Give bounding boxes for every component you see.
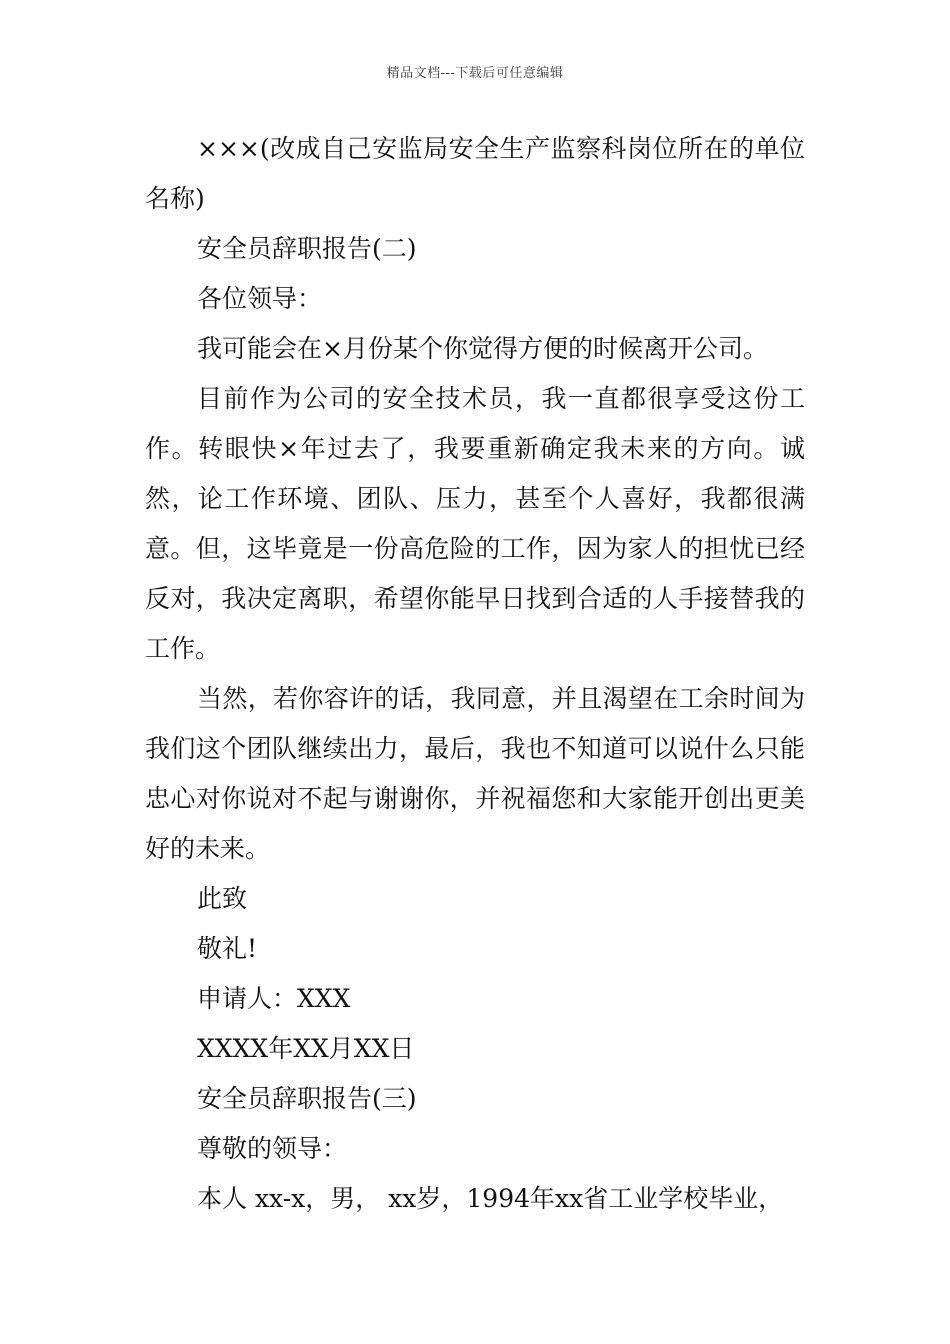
- salutation-leaders: 各位领导：: [197, 284, 323, 313]
- paragraph-reason: 目前作为公司的安全技术员，我一直都很享受这份工作。转眼快×年过去了，我要重新确定我未来的方向。诚然，论工作环境、团队、压力，甚至个人喜好，我都很满意。但，这毕竟是一份高危险的工作，因为家人的担忧已经反对，我决定离职，希望你能早日找到合适的人手接替我的工作。: [145, 384, 805, 663]
- paragraph-unit-name-note: ×××(改成自己安监局安全生产监察科岗位所在的单位名称): [145, 134, 805, 213]
- paragraph-self-intro: 本人 xx-x，男， xx岁，1994年xx省工业学校毕业，: [197, 1184, 784, 1213]
- document-body: [145, 124, 805, 1224]
- salutation-respected-leader: 尊敬的领导：: [197, 1134, 348, 1163]
- paragraph-thanks: 当然，若你容许的话，我同意，并且渴望在工余时间为我们这个团队继续出力，最后，我也不知道可以说什么只能忠心对你说对不起与谢谢你，并祝福您和大家能开创出更美好的未来。: [145, 684, 805, 863]
- paragraph-leaving-notice: 我可能会在×月份某个你觉得方便的时候离开公司。: [197, 334, 768, 363]
- closing-salute: 敬礼!: [197, 934, 258, 963]
- closing-regards: 此致: [197, 884, 248, 913]
- page-header: 精品文档---下载后可任意编辑: [386, 66, 564, 81]
- date-line: XXXX年XX月XX日: [197, 1034, 415, 1063]
- applicant-line: 申请人：XXX: [197, 984, 351, 1013]
- section-title-report-2: 安全员辞职报告(二): [197, 234, 417, 263]
- section-title-report-3: 安全员辞职报告(三): [197, 1084, 417, 1113]
